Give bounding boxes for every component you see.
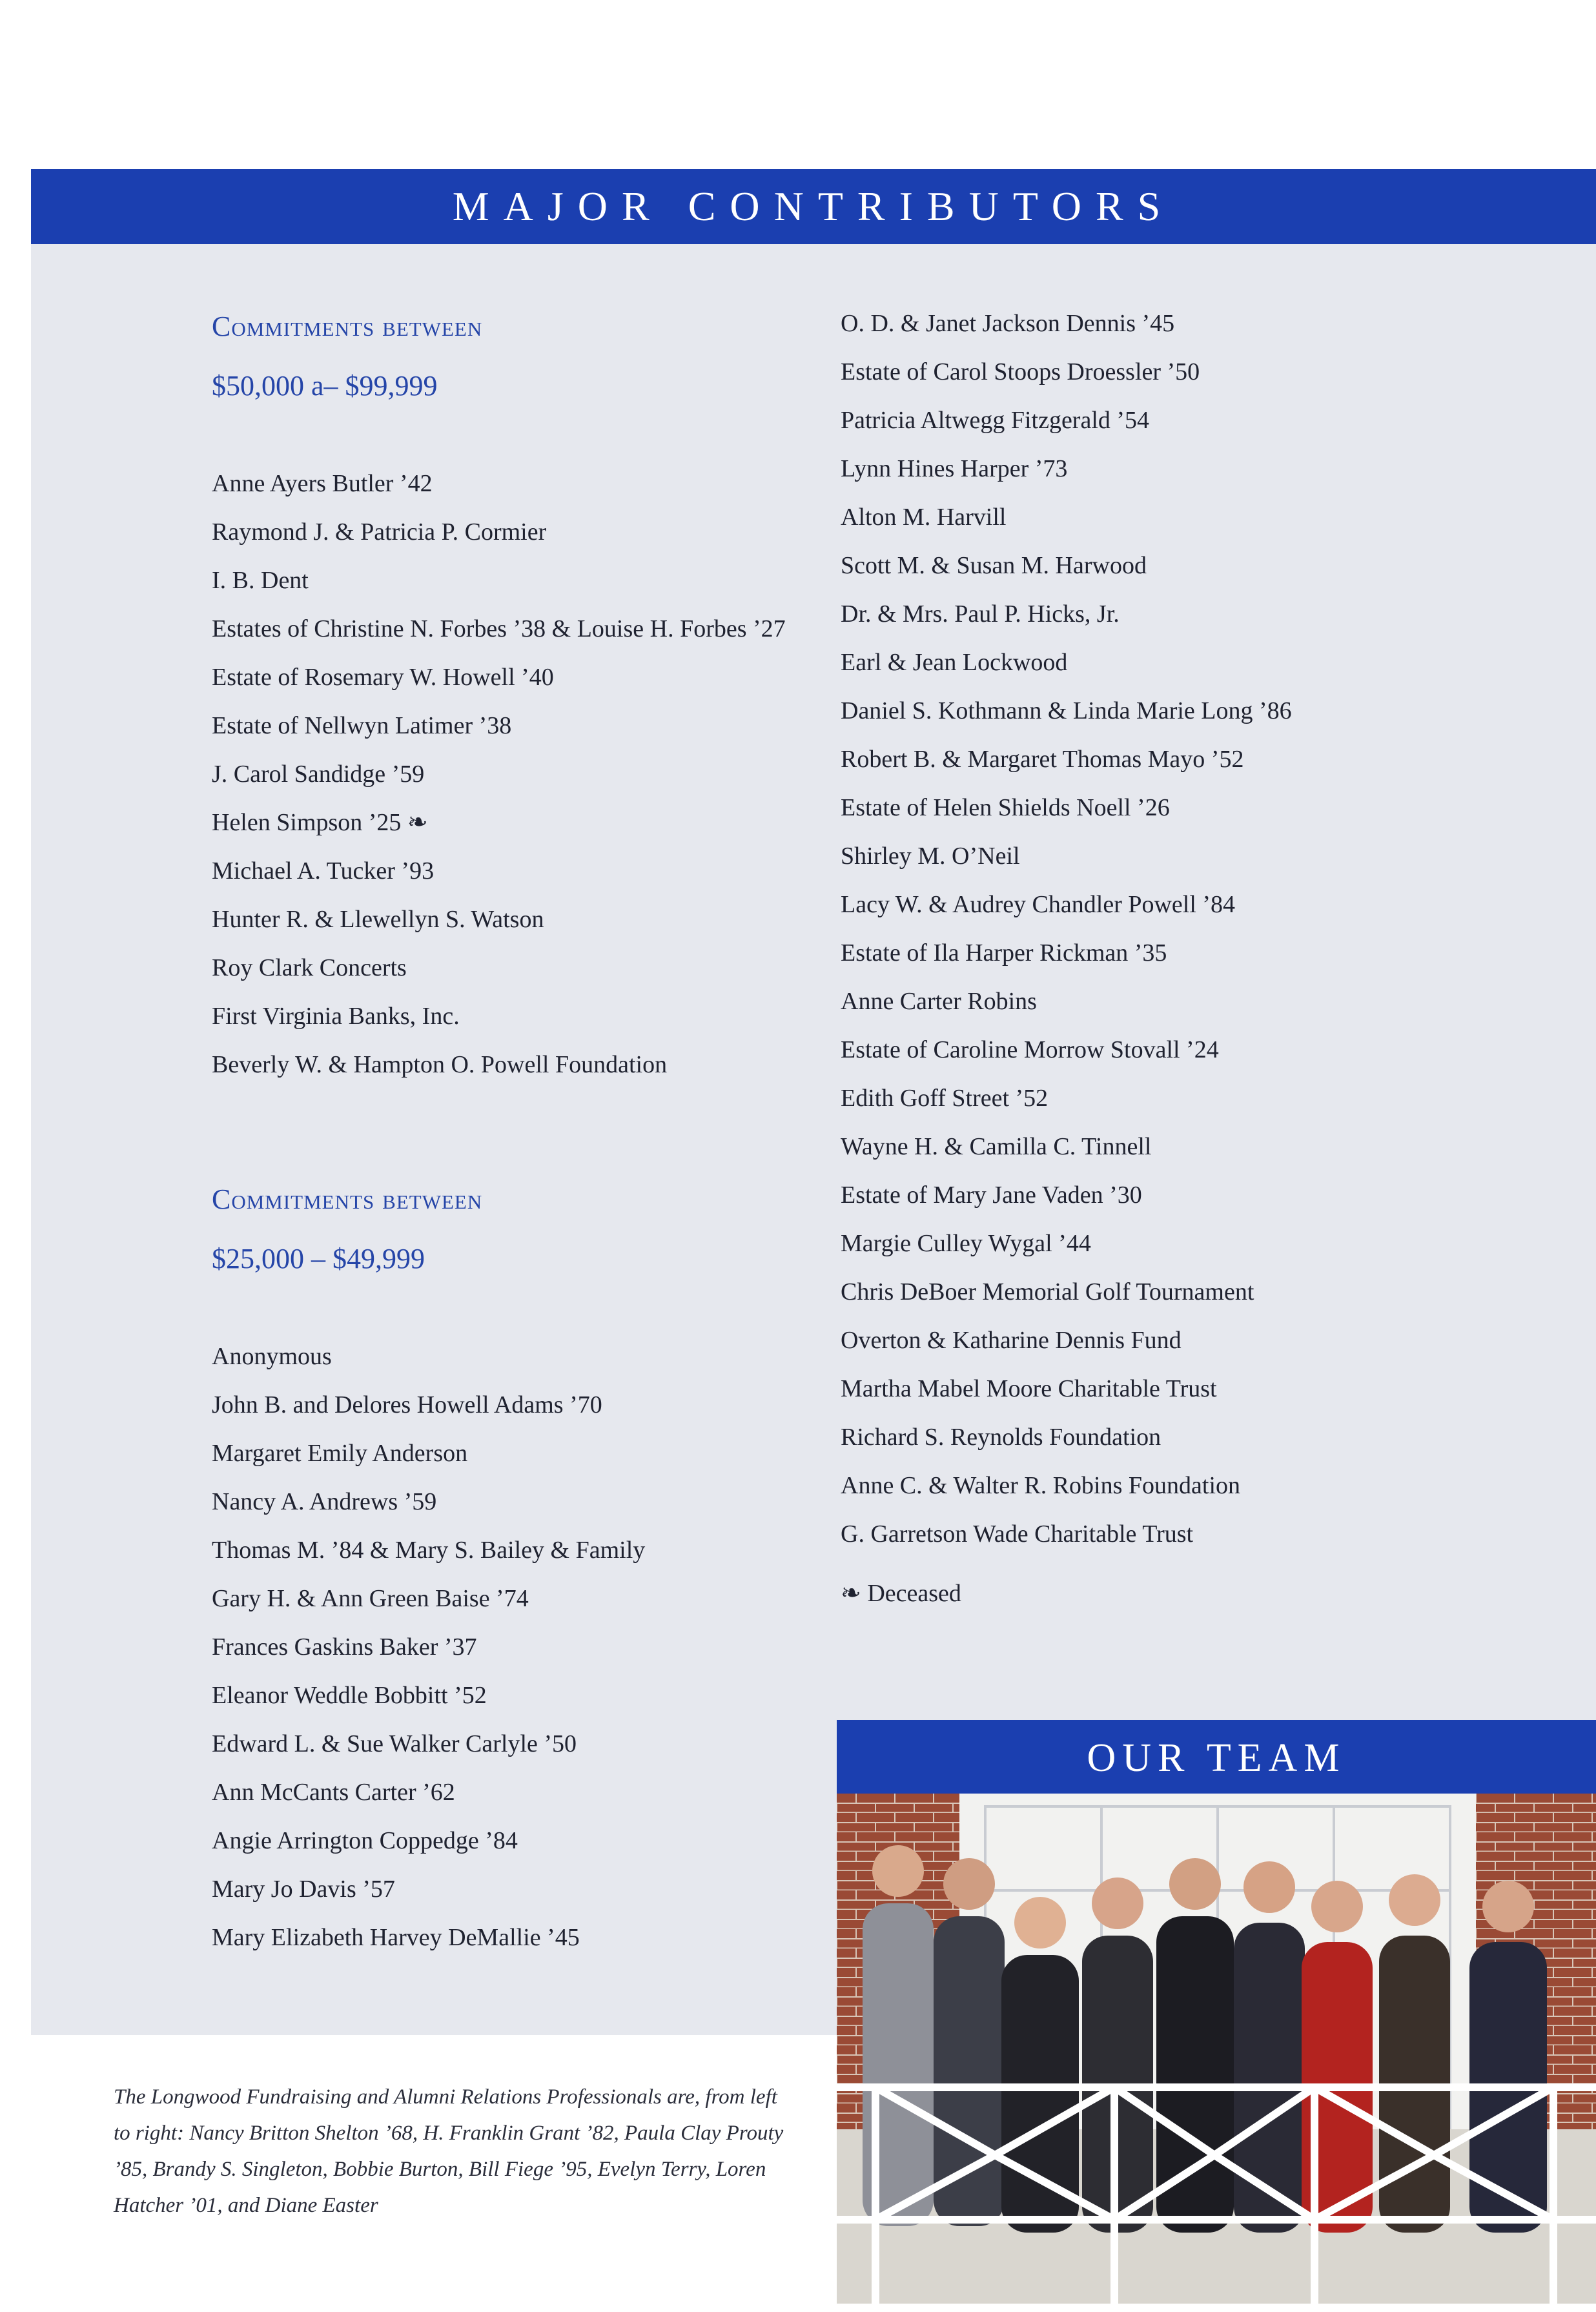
right-column [841, 307, 1583, 1613]
page-title: MAJOR CONTRIBUTORS [452, 183, 1175, 229]
contributor-name: John B. and Delores Howell Adams ’70 [212, 1391, 602, 1418]
contributor-name: Alton M. Harvill [841, 504, 1007, 531]
section-range: $25,000 – $49,999 [212, 1243, 425, 1274]
section-range: $50,000 a– $99,999 [212, 370, 438, 402]
contributor-name: Ann McCants Carter ’62 [212, 1779, 455, 1806]
contributor-name: Thomas M. ’84 & Mary S. Bailey & Family [212, 1537, 646, 1564]
contributor-name: Dr. & Mrs. Paul P. Hicks, Jr. [841, 600, 1120, 628]
contributor-name: Daniel S. Kothmann & Linda Marie Long ’86 [841, 697, 1292, 724]
contributor-name: Helen Simpson ’25 ❧ [212, 809, 428, 836]
contributor-name: Estate of Nellwyn Latimer ’38 [212, 712, 512, 739]
contributor-name: Mary Elizabeth Harvey DeMallie ’45 [212, 1924, 580, 1951]
contributor-name: Hunter R. & Llewellyn S. Watson [212, 906, 544, 933]
contributor-name: Wayne H. & Camilla C. Tinnell [841, 1133, 1152, 1160]
contributor-name: Anne C. & Walter R. Robins Foundation [841, 1472, 1241, 1499]
contributor-name: Gary H. & Ann Green Baise ’74 [212, 1585, 529, 1612]
contributor-name: O. D. & Janet Jackson Dennis ’45 [841, 310, 1175, 337]
contributor-name: Raymond J. & Patricia P. Cormier [212, 518, 547, 546]
contributor-name: Eleanor Weddle Bobbitt ’52 [212, 1682, 487, 1709]
page-title-banner [31, 169, 1596, 244]
contributor-name: Frances Gaskins Baker ’37 [212, 1633, 477, 1661]
section-25k-49k [212, 1180, 819, 1962]
contributor-name: First Virginia Banks, Inc. [212, 1003, 460, 1030]
team-caption: The Longwood Fundraising and Alumni Relations Professionals are, from left to right: Nancy Britton Shelton ’68, H. Franklin Grant ’82, Paula Clay Prouty ’85, Brandy S. Singleton, Bobbie Burton, Bill Fiege ’95, Evelyn Terry, Loren Hatcher ’01, and Diane Easter [114, 2085, 784, 2217]
contributor-name: Margie Culley Wygal ’44 [841, 1230, 1091, 1257]
contributor-name: Edward L. & Sue Walker Carlyle ’50 [212, 1730, 577, 1757]
section-heading: Commitments between [212, 311, 483, 342]
section-heading: Commitments between [212, 1183, 483, 1215]
deceased-legend: ❧ Deceased [841, 1580, 961, 1607]
contributor-name: I. B. Dent [212, 567, 309, 594]
contributor-list [212, 460, 819, 1089]
contributor-name: Robert B. & Margaret Thomas Mayo ’52 [841, 746, 1244, 773]
contributor-name: Richard S. Reynolds Foundation [841, 1424, 1161, 1451]
contributor-name: Estates of Christine N. Forbes ’38 & Louise H. Forbes ’27 [212, 615, 786, 642]
contributor-list [212, 1333, 819, 1962]
contributor-name: Angie Arrington Coppedge ’84 [212, 1827, 518, 1854]
team-banner [837, 1720, 1596, 1794]
team-photo [837, 1794, 1596, 2304]
section-50k-99k [212, 307, 819, 1089]
contributor-name: Estate of Rosemary W. Howell ’40 [212, 664, 554, 691]
contributor-name: Beverly W. & Hampton O. Powell Foundation [212, 1051, 668, 1078]
contributor-name: Estate of Ila Harper Rickman ’35 [841, 939, 1167, 967]
contributor-name: Chris DeBoer Memorial Golf Tournament [841, 1278, 1254, 1305]
team-title: OUR TEAM [1087, 1736, 1346, 1780]
contributor-name: Estate of Mary Jane Vaden ’30 [841, 1182, 1142, 1209]
contributor-list [841, 300, 1583, 1559]
contributor-name: Estate of Helen Shields Noell ’26 [841, 794, 1170, 821]
contributor-name: Edith Goff Street ’52 [841, 1085, 1049, 1112]
contributor-name: Anne Ayers Butler ’42 [212, 470, 433, 497]
contributor-name: Lynn Hines Harper ’73 [841, 455, 1068, 482]
contributor-name: Lacy W. & Audrey Chandler Powell ’84 [841, 891, 1236, 918]
contributor-name: Estate of Carol Stoops Droessler ’50 [841, 358, 1200, 385]
contributor-name: G. Garretson Wade Charitable Trust [841, 1520, 1194, 1548]
contributor-name: Mary Jo Davis ’57 [212, 1876, 395, 1903]
contributor-name: J. Carol Sandidge ’59 [212, 761, 425, 788]
contributor-name: Martha Mabel Moore Charitable Trust [841, 1375, 1217, 1402]
contributor-name: Estate of Caroline Morrow Stovall ’24 [841, 1036, 1219, 1063]
contributor-name: Earl & Jean Lockwood [841, 649, 1068, 676]
team-photo-illustration [837, 1794, 1596, 2304]
contributor-name: Overton & Katharine Dennis Fund [841, 1327, 1182, 1354]
contributor-name: Scott M. & Susan M. Harwood [841, 552, 1147, 579]
contributor-name: Anne Carter Robins [841, 988, 1037, 1015]
contributor-name: Margaret Emily Anderson [212, 1440, 468, 1467]
contributor-name: Michael A. Tucker ’93 [212, 857, 435, 885]
contributor-name: Nancy A. Andrews ’59 [212, 1488, 437, 1515]
contributor-name: Patricia Altwegg Fitzgerald ’54 [841, 407, 1150, 434]
contributor-name: Shirley M. O’Neil [841, 843, 1020, 870]
contributor-name: Roy Clark Concerts [212, 954, 407, 981]
contributor-name: Anonymous [212, 1343, 332, 1370]
